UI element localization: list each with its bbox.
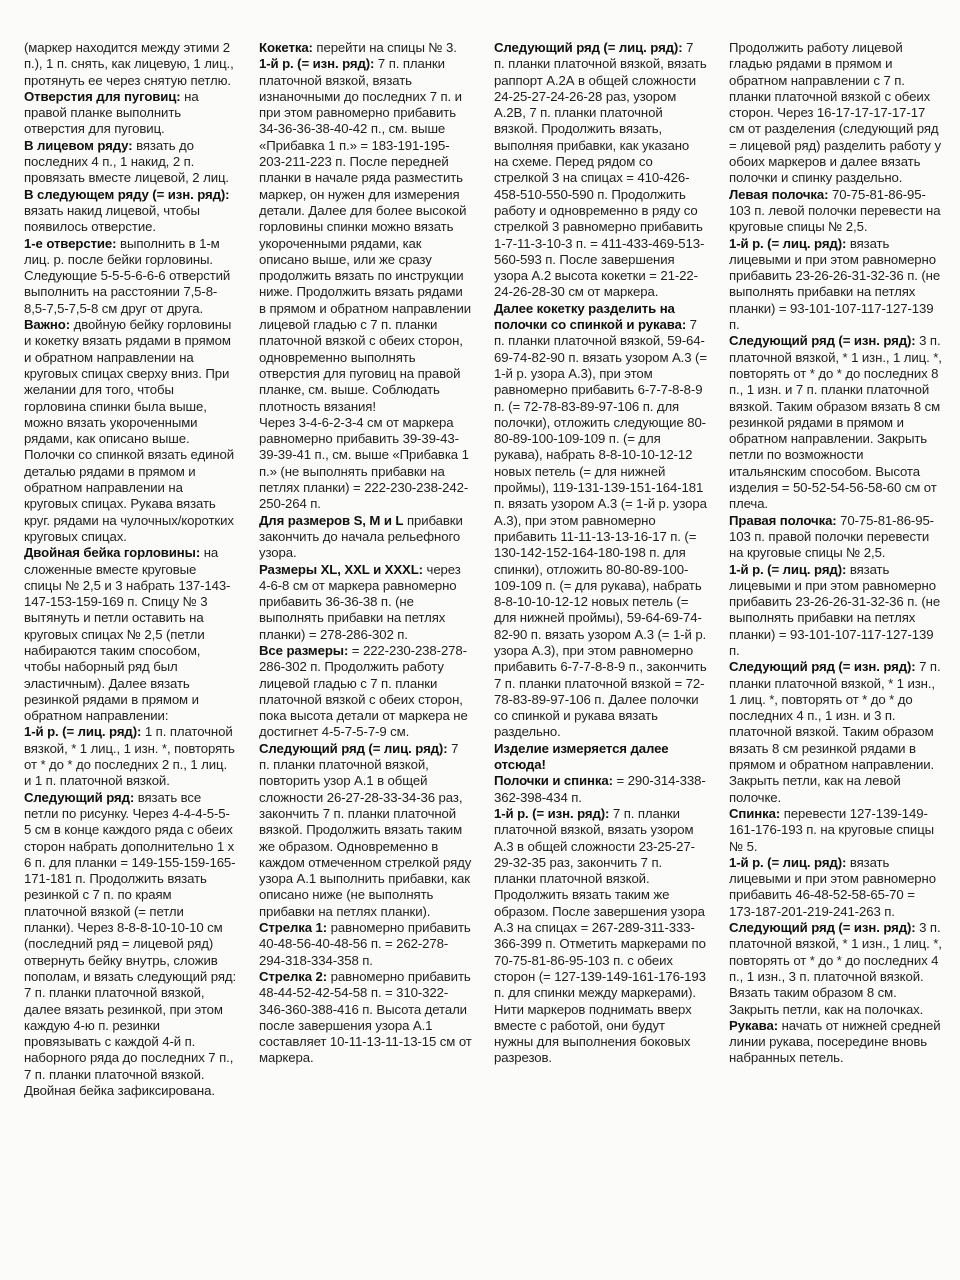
paragraph-heading: 1-й р. (= изн. ряд): (259, 56, 375, 72)
paragraph-text: 7 п. планки платочной вязкой, * 1 изн., 1 лиц. *, повторять от * до * до последних 4 п., 1 изн. и 3 п. платочной вязкой. Таким образом вязать 8 см резинкой рядами в прямом и обратном направлении. Закрыть петли, как на левой полочке. (729, 659, 941, 805)
paragraph-heading: Рукава: (729, 1017, 779, 1033)
instruction-paragraph (259, 415, 472, 513)
instruction-paragraph (729, 187, 942, 236)
paragraph-heading: Кокетка: (259, 40, 313, 55)
instruction-paragraph (729, 236, 942, 334)
paragraph-heading: Полочки и спинка: (494, 773, 613, 789)
paragraph-heading: Следующий ряд (= изн. ряд): (729, 333, 916, 349)
text-column-1 (24, 40, 237, 1280)
paragraph-heading: В лицевом ряду: (24, 137, 133, 153)
instruction-paragraph (24, 790, 237, 1100)
paragraph-heading: Спинка: (729, 805, 781, 821)
instruction-paragraph (24, 724, 237, 789)
paragraph-text: вязать все петли по рисунку. Через 4-4-4-5-5-5 см в конце каждого ряда с обеих сторон набрать дополнительно 1 х 6 п. для планки = 149-155-159-165-171-181 п. Продолжить вязать резинкой с 7 п. по краям платочной вязкой (= петли планки). Через 8-8-8-10-10-10 см (последний ряд = лицевой ряд) отвернуть бейку внутрь, сложив пополам, и вязать следующий ряд: 7 п. планки платочной вязкой, далее вязать резинкой, при этом каждую 4-ю п. резинки провязывать с каждой 4-й п. наборного ряда до последних 7 п., 7 п. планки платочной вязкой. Двойная бейка зафиксирована. (24, 789, 237, 1098)
instruction-paragraph (494, 301, 707, 741)
paragraph-text: прибавки закончить до начала рельефного узора. (259, 512, 463, 561)
instruction-paragraph (259, 513, 472, 562)
instruction-paragraph (259, 562, 472, 643)
paragraph-text: = 290-314-338-362-398-434 п. (494, 773, 706, 805)
paragraph-text: 3 п. платочной вязкой, * 1 изн., 1 лиц. *, повторять от * до * до последних 8 п., 1 изн. и 7 п. планки платочной вязкой. Таким образом вязать 8 см резинкой рядами в прямом и обратном направлении. Закрыть петли по возможности итальянским способом. Высота изделия = 50-52-54-56-58-60 см от плеча. (729, 333, 942, 512)
paragraph-text: вязать лицевыми и при этом равномерно прибавить 23-26-26-31-32-36 п. (не выполнять прибавки на петлях планки) = 93-101-107-117-127-139 п. (729, 235, 941, 333)
instruction-paragraph (24, 138, 237, 187)
instruction-paragraph (259, 741, 472, 920)
text-column-2 (259, 40, 472, 1280)
instruction-paragraph (259, 40, 472, 56)
instruction-paragraph (494, 741, 707, 774)
paragraph-heading: Изделие измеряется далее отсюда! (494, 740, 669, 773)
instruction-paragraph (729, 806, 942, 855)
paragraph-text: 70-75-81-86-95-103 п. левой полочки перевести на круговые спицы № 2,5. (729, 186, 941, 235)
paragraph-text: выполнить в 1-м лиц. р. после бейки горловины. Следующие 5-5-5-6-6-6 отверстий выполнить на расстоянии 7,5-8-8,5-7,5-7,5-8 см друг от друга. (24, 235, 231, 316)
paragraph-heading: 1-й р. (= изн. ряд): (494, 805, 610, 821)
instruction-paragraph (24, 89, 237, 138)
paragraph-heading: Двойная бейка горловины: (24, 545, 201, 561)
paragraph-heading: 1-й р. (= лиц. ряд): (24, 724, 142, 740)
paragraph-text: через 4-6-8 см от маркера равномерно прибавить 36-36-38 п. (не выполнять прибавки на петлях планки) = 278-286-302 п. (259, 561, 461, 642)
paragraph-text: (маркер находится между этими 2 п.), 1 п. снять, как лицевую, 1 лиц., протянуть ее через снятую петлю. (24, 40, 234, 88)
paragraph-heading: Следующий ряд (= лиц. ряд): (494, 40, 683, 55)
instruction-paragraph (729, 562, 942, 660)
instruction-paragraph (729, 920, 942, 1018)
instruction-paragraph (729, 855, 942, 920)
paragraph-heading: Следующий ряд (= изн. ряд): (729, 659, 916, 675)
paragraph-heading: Левая полочка: (729, 186, 829, 202)
paragraph-heading: Стрелка 1: (259, 920, 328, 936)
paragraph-heading: 1-й р. (= лиц. ряд): (729, 854, 847, 870)
paragraph-text: равномерно прибавить 48-44-52-42-54-58 п. = 310-322-346-360-388-416 п. Высота детали после завершения узора А.1 составляет 10-11-13-11-13-15 см от маркера. (259, 968, 472, 1066)
instruction-paragraph (24, 317, 237, 545)
paragraph-text: 70-75-81-86-95-103 п. правой полочки перевести на круговые спицы № 2,5. (729, 512, 934, 561)
paragraph-text: 1 п. платочной вязкой, * 1 лиц., 1 изн. *, повторять от * до * до последних 2 п., 1 лиц. и 1 п. платочной вязкой. (24, 724, 235, 789)
paragraph-heading: Следующий ряд (= изн. ряд): (729, 920, 916, 936)
text-column-4 (729, 40, 942, 1280)
paragraph-text: Через 3-4-6-2-3-4 см от маркера равномерно прибавить 39-39-43-39-39-41 п., см. выше «Прибавка 1 п.» (не выполнять прибавки на петлях планки) = 222-230-238-242-250-264 п. (259, 414, 469, 512)
paragraph-heading: В следующем ряду (= изн. ряд): (24, 186, 230, 202)
paragraph-text: 3 п. платочной вязкой, * 1 изн., 1 лиц. *, повторять от * до * до последних 4 п., 1 изн., 3 п. платочной вязкой. Вязать таким образом 8 см. Закрыть петли, как на полочках. (729, 920, 942, 1017)
instruction-paragraph (259, 969, 472, 1067)
paragraph-heading: Правая полочка: (729, 512, 837, 528)
paragraph-heading: Далее кокетку разделить на полочки со спинкой и рукава: (494, 300, 687, 333)
instruction-paragraph (24, 187, 237, 236)
paragraph-heading: 1-й р. (= лиц. ряд): (729, 235, 847, 251)
paragraph-text: 7 п. планки платочной вязкой, вязать изнаночными до последних 7 п. и при этом равномерно прибавить 34-36-36-38-40-42 п., см. выше «Прибавка 1 п.» = 183-191-195-203-211-223 п. После передней планки в начале ряда разместить маркер, он нужен для измерения детали. Далее для более высокой горловины спинки можно вязать укороченными рядами, как описано выше, или же сразу продолжить вязать по инструкции ниже. Продолжить вязать рядами в прямом и обратном направлении лицевой гладью с 7 п. планки платочной вязкой с обеих сторон, одновременно выполнять отверстия для пуговиц на правой планке, см. выше. Соблюдать плотность вязания! (259, 56, 472, 414)
instruction-paragraph (729, 333, 942, 512)
paragraph-heading: Размеры XL, XXL и XXXL: (259, 561, 423, 577)
instruction-paragraph (24, 40, 237, 89)
instruction-paragraph (729, 659, 942, 806)
paragraph-heading: 1-е отверстие: (24, 235, 117, 251)
instruction-paragraph (494, 40, 707, 301)
instruction-paragraph (494, 773, 707, 806)
instruction-paragraph (729, 513, 942, 562)
paragraph-text: 7 п. планки платочной вязкой, повторить узор А.1 в общей сложности 26-27-28-33-34-36 раз, закончить 7 п. планки платочной вязкой. Продолжить вязать таким же образом. Одновременно в каждом отмеченном стрелкой ряду узора А.1 выполнить прибавки, как описано ниже (не выполнять прибавки на петлях планки). (259, 740, 472, 919)
paragraph-heading: Следующий ряд: (24, 789, 135, 805)
instruction-paragraph (729, 1018, 942, 1067)
paragraph-text: перевести 127-139-149-161-176-193 п. на круговые спицы № 5. (729, 805, 935, 854)
paragraph-heading: Следующий ряд (= лиц. ряд): (259, 740, 448, 756)
instruction-paragraph (729, 40, 942, 187)
paragraph-heading: Стрелка 2: (259, 968, 328, 984)
paragraph-heading: Все размеры: (259, 642, 349, 658)
paragraph-heading: 1-й р. (= лиц. ряд): (729, 561, 847, 577)
paragraph-text: начать от нижней средней линии рукава, посередине вновь набранных петель. (729, 1017, 941, 1066)
instruction-paragraph (24, 545, 237, 724)
paragraph-text: двойную бейку горловины и кокетку вязать рядами в прямом и обратном направлении на круговых спицах сверху вниз. При желании для того, чтобы горловина спинки была выше, можно вязать укороченными рядами, как описано выше. Полочки со спинкой вязать единой деталью рядами в прямом и обратном направлении на круговых спицах. Рукава вязать круг. рядами на чулочных/коротких круговых спицах. (24, 317, 235, 544)
paragraph-text: = 222-230-238-278-286-302 п. Продолжить работу лицевой гладью с 7 п. планки платочной вязкой с обеих сторон, пока высота детали от маркера не достигнет 4-5-7-5-7-9 см. (259, 642, 468, 740)
instruction-paragraph (259, 56, 472, 415)
paragraph-heading: Отверстия для пуговиц: (24, 88, 181, 104)
paragraph-text: перейти на спицы № 3. (312, 40, 457, 55)
paragraph-text: равномерно прибавить 40-48-56-40-48-56 п. = 262-278-294-318-334-358 п. (259, 920, 471, 968)
paragraph-heading: Для размеров S, M и L (259, 512, 404, 528)
paragraph-text: вязать до последних 4 п., 1 накид, 2 п. провязать вместе лицевой, 2 лиц. (24, 137, 229, 186)
paragraph-text: на сложенные вместе круговые спицы № 2,5 и 3 набрать 137-143-147-153-159-169 п. Спицу № 3 вытянуть и петли оставить на круговых спицах № 2,5 (петли набираются таким способом, чтобы наборный ряд был эластичным). Далее вязать резинкой рядами в прямом и обратном направлении: (24, 545, 231, 724)
instruction-paragraph (259, 643, 472, 741)
paragraph-text: вязать накид лицевой, чтобы появилось отверстие. (24, 202, 200, 235)
paragraph-text: на правой планке выполнить отверстия для пуговиц. (24, 88, 199, 137)
paragraph-heading: Важно: (24, 317, 71, 333)
paragraph-text: 7 п. планки платочной вязкой, 59-64-69-74-82-90 п. вязать узором А.3 (= 1-й р. узора А.3), при этом равномерно прибавить 6-7-7-8-8-9 п. (= 72-78-83-89-97-106 п. для полочки), отложить следующие 80-80-89-100-109-109 п. (= для рукава), набрать 8-8-10-10-12-12 новых петель (= для нижней проймы), 119-131-139-151-164-181 п. вязать узором А.3 (= 1-й р. узора А.3), при этом равномерно прибавить 11-11-13-13-16-17 п. (= 130-142-152-164-180-198 п. для спинки), отложить 80-80-89-100-109-109 п. (= для рукава), набрать 8-8-10-10-12-12 новых петель (= для нижней проймы), 59-64-69-74-82-90 п. вязать узором А.3 (= 1-й р. узора А.3), при этом равномерно прибавить 6-7-7-8-8-9 п., закончить 7 п. планки платочной вязкой = 72-78-83-89-97-106 п. Далее полочки со спинкой и рукава вязать раздельно. (494, 317, 707, 740)
instruction-paragraph (259, 920, 472, 969)
paragraph-text: Продолжить работу лицевой гладью рядами в прямом и обратном направлении с 7 п. планки платочной вязкой с обеих сторон. Через 16-17-17-17-17-17 см от разделения (следующий ряд = лицевой ряд) разделить работу у обоих маркеров и далее вязать полочки и спинку раздельно. (729, 40, 941, 186)
paragraph-text: вязать лицевыми и при этом равномерно прибавить 46-48-52-58-65-70 = 173-187-201-219-241-263 п. (729, 854, 936, 919)
paragraph-text: вязать лицевыми и при этом равномерно прибавить 23-26-26-31-32-36 п. (не выполнять прибавки на петлях планки) = 93-101-107-117-127-139 п. (729, 561, 941, 658)
instruction-paragraph (24, 236, 237, 317)
instruction-paragraph (494, 806, 707, 1067)
paragraph-text: 7 п. планки платочной вязкой, вязать раппорт А.2А в общей сложности 24-25-27-24-26-28 раз, узором А.2В, 7 п. планки платочной вязкой. Продолжить вязать, выполняя прибавки, как указано на схеме. Перед рядом со стрелкой 3 на спицах = 410-426-458-510-550-590 п. Продолжить работу и одновременно в ряду со стрелкой 3 равномерно прибавить 1-7-11-3-10-3 п. = 411-433-469-513-560-593 п. После завершения узора А.2 высота кокетки = 21-22-24-26-28-30 см от маркера. (494, 40, 707, 300)
paragraph-text: 7 п. планки платочной вязкой, вязать узором А.3 в общей сложности 23-25-27-29-32-35 раз, закончить 7 п. планки платочной вязкой. Продолжить вязать таким же образом. После завершения узора А.3 на спицах = 267-289-311-333-366-399 п. Отметить маркерами по 70-75-81-86-95-103 п. с обеих сторон (= 127-139-149-161-176-193 п. для спинки между маркерами). Нити маркеров поднимать вверх вместе с работой, они будут нужны для выполнения боковых разрезов. (494, 805, 706, 1066)
text-column-3 (494, 40, 707, 1280)
